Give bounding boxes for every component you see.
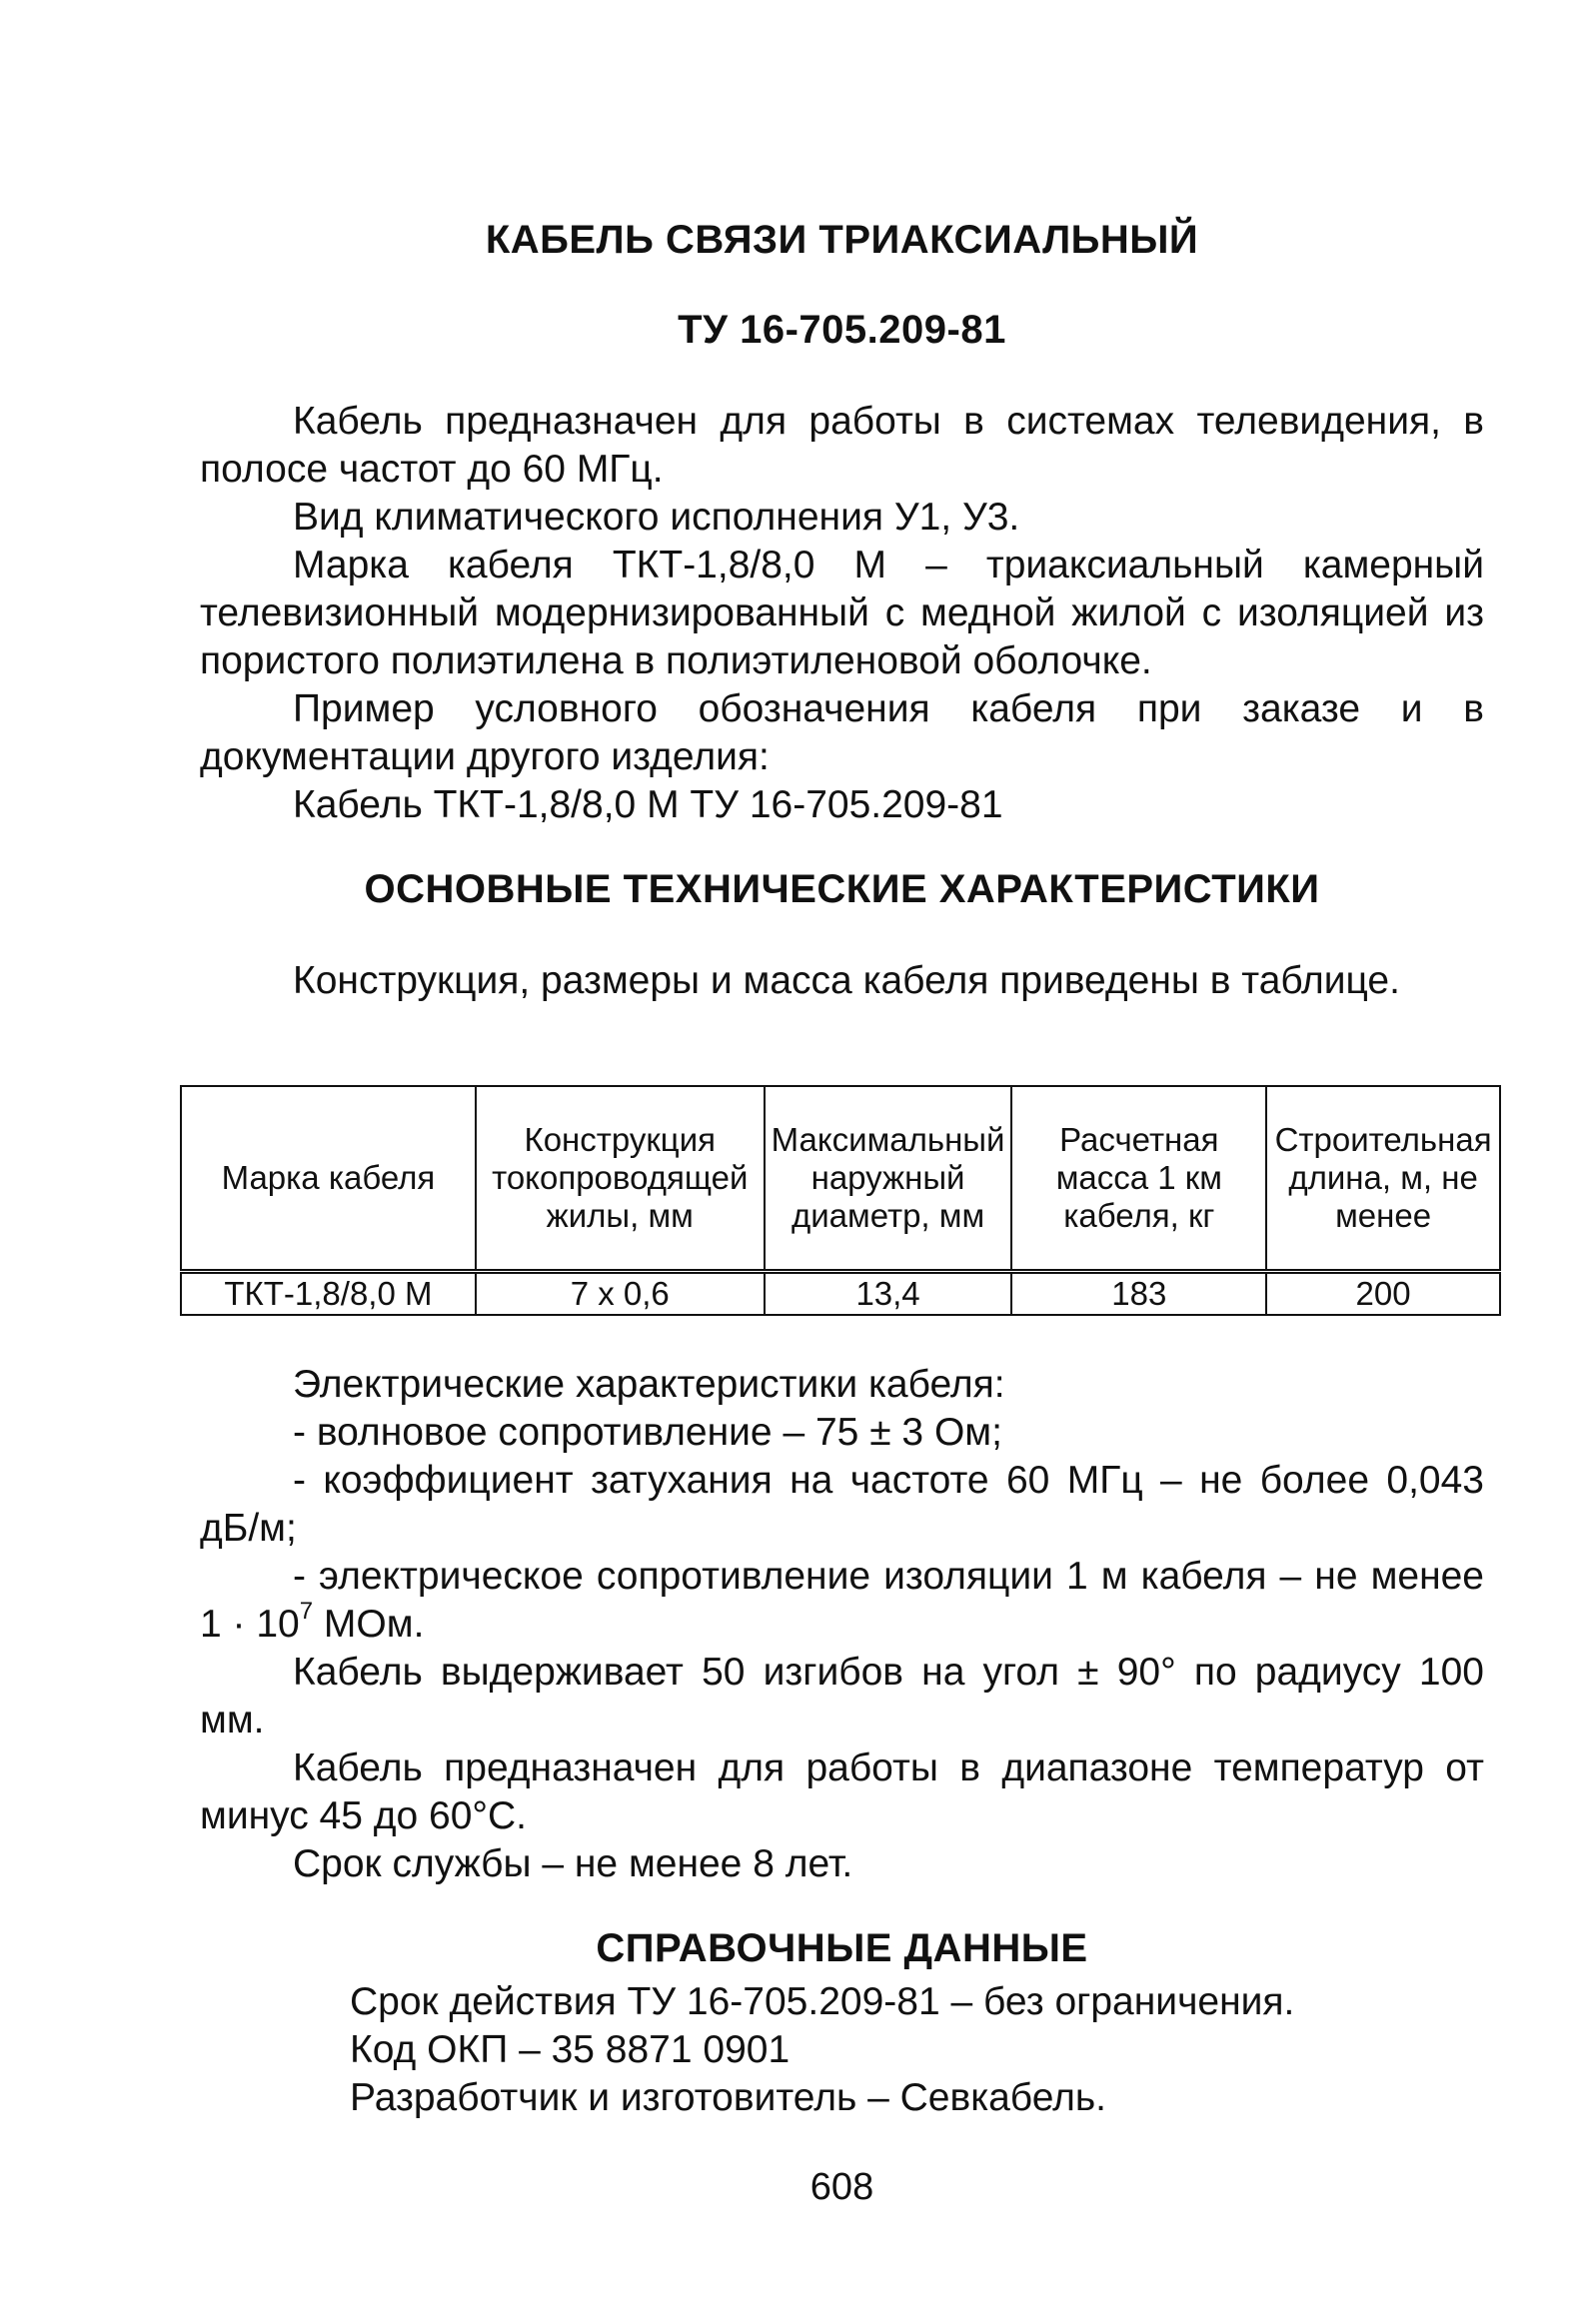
electrical-attenuation: - коэффициент затухания на частоте 60 МГц – не более 0,043 дБ/м;	[200, 1459, 1484, 1550]
document-title: КАБЕЛЬ СВЯЗИ ТРИАКСИАЛЬНЫЙ	[485, 218, 1199, 262]
example-intro-paragraph: Пример условного обозначения кабеля при заказе и в документации другого изделия:	[200, 687, 1484, 778]
electrical-insulation	[200, 1553, 1484, 1649]
table-header-row	[181, 1086, 1500, 1272]
reference-heading: СПРАВОЧНЫЕ ДАННЫЕ	[596, 1926, 1088, 1970]
purpose-paragraph: Кабель предназначен для работы в системах телевидения, в полосе частот до 60 МГц.	[200, 400, 1484, 491]
cell-diameter: 13,4	[765, 1272, 1012, 1316]
cell-conductor: 7 х 0,6	[476, 1272, 765, 1316]
temperature-paragraph: Кабель предназначен для работы в диапазоне температур от минус 45 до 60°С.	[200, 1746, 1484, 1837]
insulation-exponent: 7	[299, 1598, 314, 1625]
header-conductor: Конструкция токопроводящей жилы, мм	[476, 1086, 765, 1272]
lifetime-paragraph: Срок службы – не менее 8 лет.	[293, 1842, 853, 1885]
insulation-unit: МОм.	[313, 1603, 425, 1646]
okp-code-line: Код ОКП – 35 8871 0901	[350, 2028, 791, 2071]
header-diameter: Максимальный наружный диаметр, мм	[765, 1086, 1012, 1272]
example-designation: Кабель ТКТ-1,8/8,0 М ТУ 16-705.209-81	[293, 783, 1003, 826]
cell-mass: 183	[1011, 1272, 1266, 1316]
header-mass: Расчетная масса 1 км кабеля, кг	[1011, 1086, 1266, 1272]
standard-code: ТУ 16-705.209-81	[678, 308, 1006, 352]
electrical-intro: Электрические характеристики кабеля:	[293, 1363, 1005, 1406]
insulation-text: - электрическое сопротивление изоляции 1 м кабеля – не менее 1 · 10	[200, 1555, 1484, 1646]
table-intro-paragraph: Конструкция, размеры и масса кабеля приведены в таблице.	[293, 959, 1400, 1002]
page-number: 608	[809, 2166, 874, 2208]
specs-heading: ОСНОВНЫЕ ТЕХНИЧЕСКИЕ ХАРАКТЕРИСТИКИ	[364, 867, 1320, 911]
bends-paragraph: Кабель выдерживает 50 изгибов на угол ± 90° по радиусу 100 мм.	[200, 1651, 1484, 1742]
validity-line: Срок действия ТУ 16-705.209-81 – без ограничения.	[350, 1980, 1295, 2023]
electrical-impedance: - волновое сопротивление – 75 ± 3 Ом;	[293, 1411, 1002, 1454]
header-length: Строительная длина, м, не менее	[1266, 1086, 1500, 1272]
spec-table	[180, 1085, 1501, 1316]
cell-brand: ТКТ-1,8/8,0 М	[181, 1272, 476, 1316]
cell-length: 200	[1266, 1272, 1500, 1316]
brand-paragraph: Марка кабеля ТКТ-1,8/8,0 М – триаксиальный камерный телевизионный модернизированный с медной жилой с изоляцией из пористого полиэтилена в полиэтиленовой оболочке.	[200, 544, 1484, 682]
header-brand: Марка кабеля	[181, 1086, 476, 1272]
climate-paragraph: Вид климатического исполнения У1, У3.	[293, 496, 1020, 539]
maker-line: Разработчик и изготовитель – Севкабель.	[350, 2076, 1107, 2119]
table-row	[181, 1272, 1500, 1316]
